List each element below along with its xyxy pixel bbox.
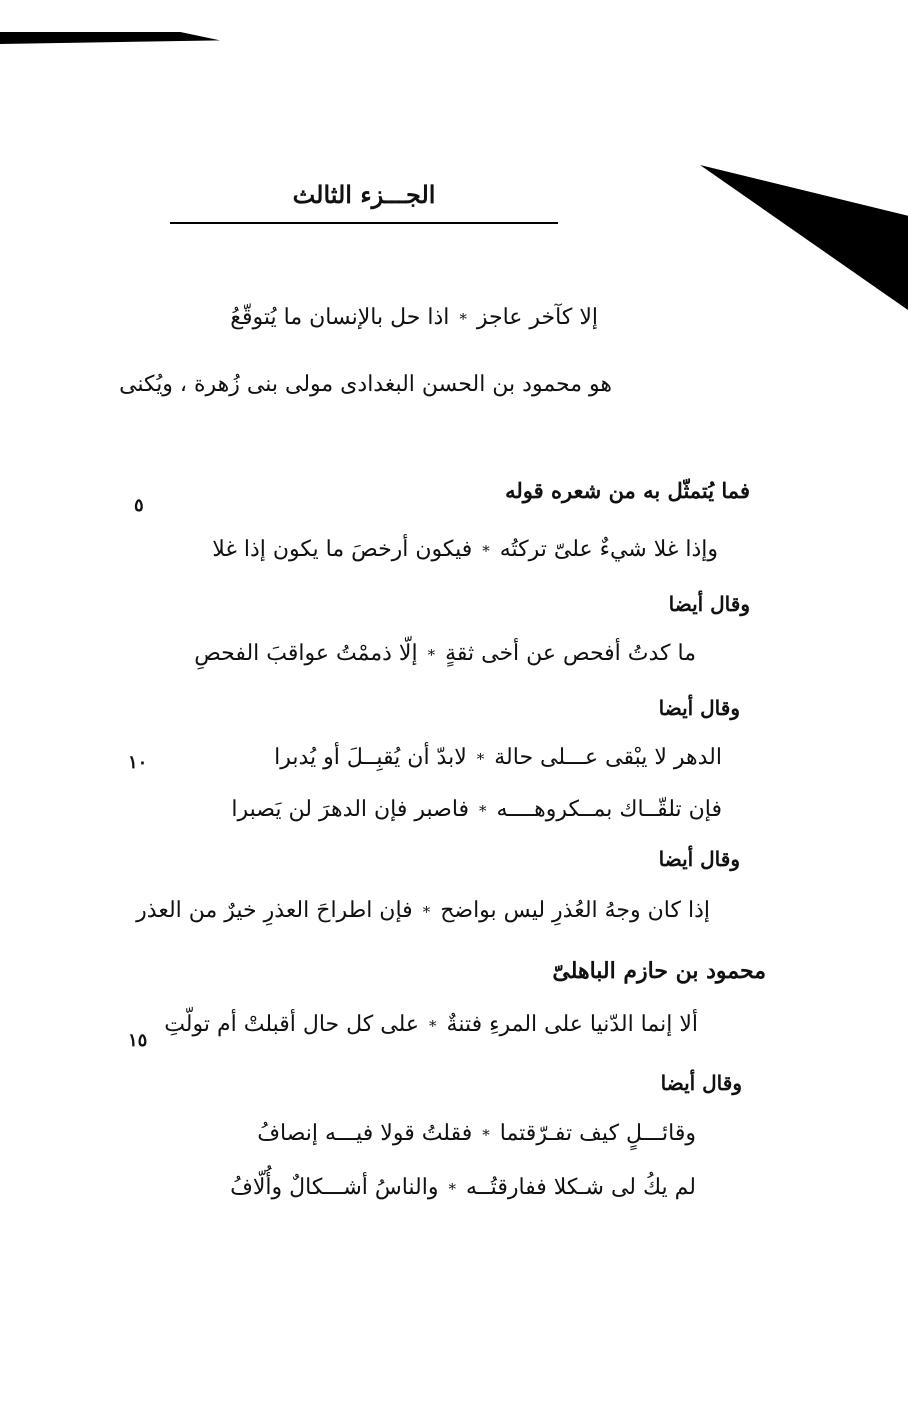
hemistich-second: والناسُ أشـــكالٌ وأُلّافُ [230, 1175, 439, 1200]
section-label: وقال أيضا [660, 1071, 742, 1095]
verse-separator: * [422, 903, 431, 921]
verse-line [257, 1121, 696, 1146]
hemistich-first: فإن تلقّــاك بمــكروهــــه [496, 797, 722, 822]
hemistich-second: على كل حال أقبلتْ أم تولّتِ [164, 1012, 420, 1037]
verse-line [136, 898, 710, 923]
hemistich-first: وإذا غلا شيءٌ علىّ تركتُه [499, 537, 718, 562]
verse-separator: * [476, 750, 485, 768]
hemistich-first: إذا كان وجهُ العُذرِ ليس بواضح [440, 898, 710, 923]
hemistich-first: إلا كآخر عاجز [476, 305, 598, 330]
prose-line: هو محمود بن الحسن البغدادى مولى بنى زُهرة ، ويُكنى [119, 372, 612, 397]
verse-line [194, 641, 696, 666]
section-label: وقال أيضا [658, 847, 740, 871]
header-rule [170, 222, 558, 224]
verse-separator: * [479, 802, 487, 820]
verse-separator: * [427, 646, 436, 664]
corner-scan-shadow [700, 165, 908, 310]
verse-line [230, 1175, 696, 1200]
hemistich-second: إلّا ذممْتُ عواقبَ الفحصِ [194, 641, 418, 666]
hemistich-second: فاصبر فإن الدهرَ لن يَصبرا [231, 797, 470, 822]
verse-separator: * [459, 310, 467, 328]
hemistich-second: فإن اطراحَ العذرِ خيرٌ من العذر [136, 898, 413, 923]
hemistich-first: الدهر لا يبْقى عـــلى حالة [494, 745, 722, 770]
verse-line [230, 305, 598, 330]
hemistich-first: ما كدتُ أفحص عن أخى ثقةٍ [445, 641, 696, 666]
verse-line [274, 745, 722, 770]
margin-line-number: ١٠ [128, 752, 148, 773]
prose-line: فما يُتمثّل به من شعره قوله [505, 478, 750, 503]
verse-separator: * [448, 1180, 456, 1198]
margin-line-number: ١٥ [128, 1030, 148, 1051]
margin-line-number: ٥ [134, 495, 144, 516]
hemistich-first: ألا إنما الدّنيا على المرءِ فتنةٌ [446, 1012, 698, 1037]
hemistich-second: لابدّ أن يُقبِــلَ أو يُدبرا [274, 745, 467, 770]
hemistich-second: فيكون أرخصَ ما يكون إذا غلا [212, 537, 473, 562]
verse-separator: * [482, 1126, 490, 1144]
verse-separator: * [429, 1017, 437, 1035]
verse-line [212, 537, 718, 562]
hemistich-second: فقلتُ قولا فيـــه إنصافُ [257, 1121, 473, 1146]
poet-heading: محمود بن حازم الباهلىّ [552, 958, 766, 984]
section-label: وقال أيضا [668, 592, 750, 616]
hemistich-first: وقائـــلٍ كيف تفـرّقتما [499, 1121, 696, 1146]
page-header-title: الجـــزء الثالث [292, 180, 436, 209]
hemistich-first: لم يكُ لى شـكلا ففارقتُــه [466, 1175, 696, 1200]
section-label: وقال أيضا [658, 696, 740, 720]
verse-line [164, 1012, 698, 1037]
hemistich-second: اذا حل بالإنسان ما يُتوقّعُ [230, 305, 450, 330]
top-scan-bar [0, 32, 220, 44]
verse-line [231, 797, 722, 822]
verse-separator: * [482, 542, 490, 560]
